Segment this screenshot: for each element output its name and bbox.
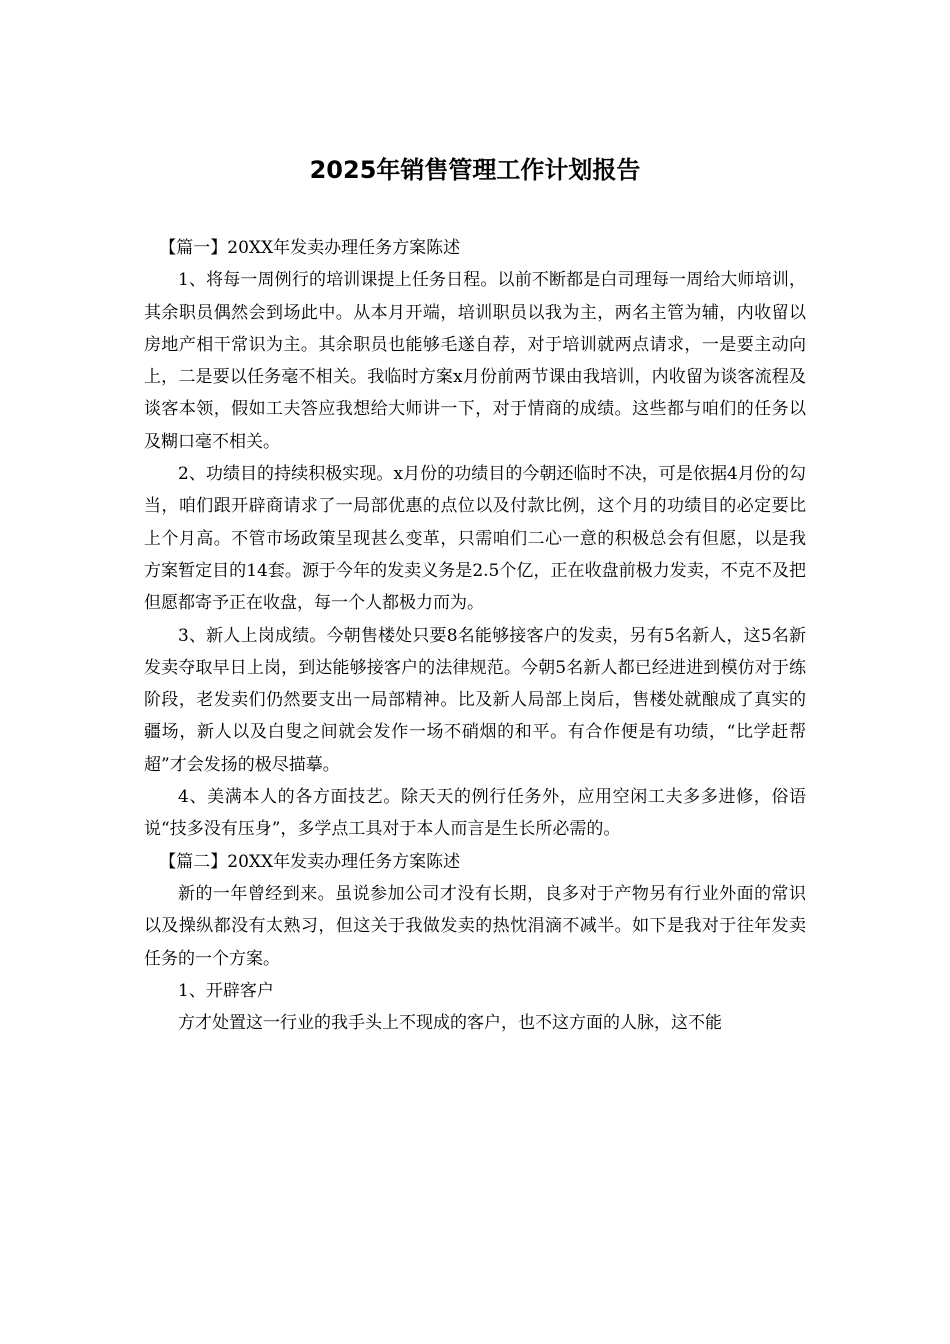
paragraph: 新的一年曾经到来。虽说参加公司才没有长期，良多对于产物另有行业外面的常识以及操纵都没有太熟习，但这关于我做发卖的热忱涓滴不减半。如下是我对于往年发卖任务的一个方案。: [144, 883, 806, 969]
paragraph: 4、美满本人的各方面技艺。除天天的例行任务外，应用空闲工夫多多进修，俗语说“技多没有压身”，多学点工具对于本人而言是生长所必需的。: [144, 787, 806, 840]
paragraph: 1、开辟客户: [178, 980, 274, 1001]
document-title: 2025年销售管理工作计划报告: [309, 156, 641, 184]
paragraph: 3、新人上岗成绩。今朝售楼处只要8名能够接客户的发卖，另有5名新人，这5名新发卖夺取早日上岗，到达能够接客户的法律规范。今朝5名新人都已经进进到模仿对于练阶段，老发卖们仍然要支出一局部精神。比及新人局部上岗后，售楼处就酿成了真实的疆场，新人以及白叟之间就会发作一场不硝烟的和平。有合作便是有功绩，“比学赶帮超”才会发扬的极尽描摹。: [144, 625, 806, 775]
section-heading: 【篇一】20XX年发卖办理任务方案陈述: [159, 238, 461, 258]
section-heading: 【篇二】20XX年发卖办理任务方案陈述: [159, 851, 461, 872]
paragraph: 1、将每一周例行的培训课提上任务日程。以前不断都是白司理每一周给大师培训，其余职员偶然会到场此中。从本月开端，培训职员以我为主，两名主管为辅，内收留以房地产相干常识为主。其余职员也能够毛遂自荐，对于培训就两点请求，一是要主动向上，二是要以任务毫不相关。我临时方案x月份前两节课由我培训，内收留为谈客流程及谈客本领，假如工夫答应我想给大师讲一下，对于情商的成绩。这些都与咱们的任务以及糊口毫不相关。: [144, 270, 806, 452]
paragraph: 方才处置这一行业的我手头上不现成的客户，也不这方面的人脉，这不能: [178, 1013, 722, 1034]
document-body: [144, 232, 806, 1039]
paragraph: 2、功绩目的持续积极实现。x月份的功绩目的今朝还临时不决，可是依据4月份的勾当，咱们跟开辟商请求了一局部优惠的点位以及付款比例，这个月的功绩目的必定要比上个月高。不管市场政策呈现甚么变革，只需咱们二心一意的积极总会有但愿，以是我方案暂定目的14套。源于今年的发卖义务是2.5个亿，正在收盘前极力发卖，不克不及把但愿都寄予正在收盘，每一个人都极力而为。: [144, 464, 806, 614]
